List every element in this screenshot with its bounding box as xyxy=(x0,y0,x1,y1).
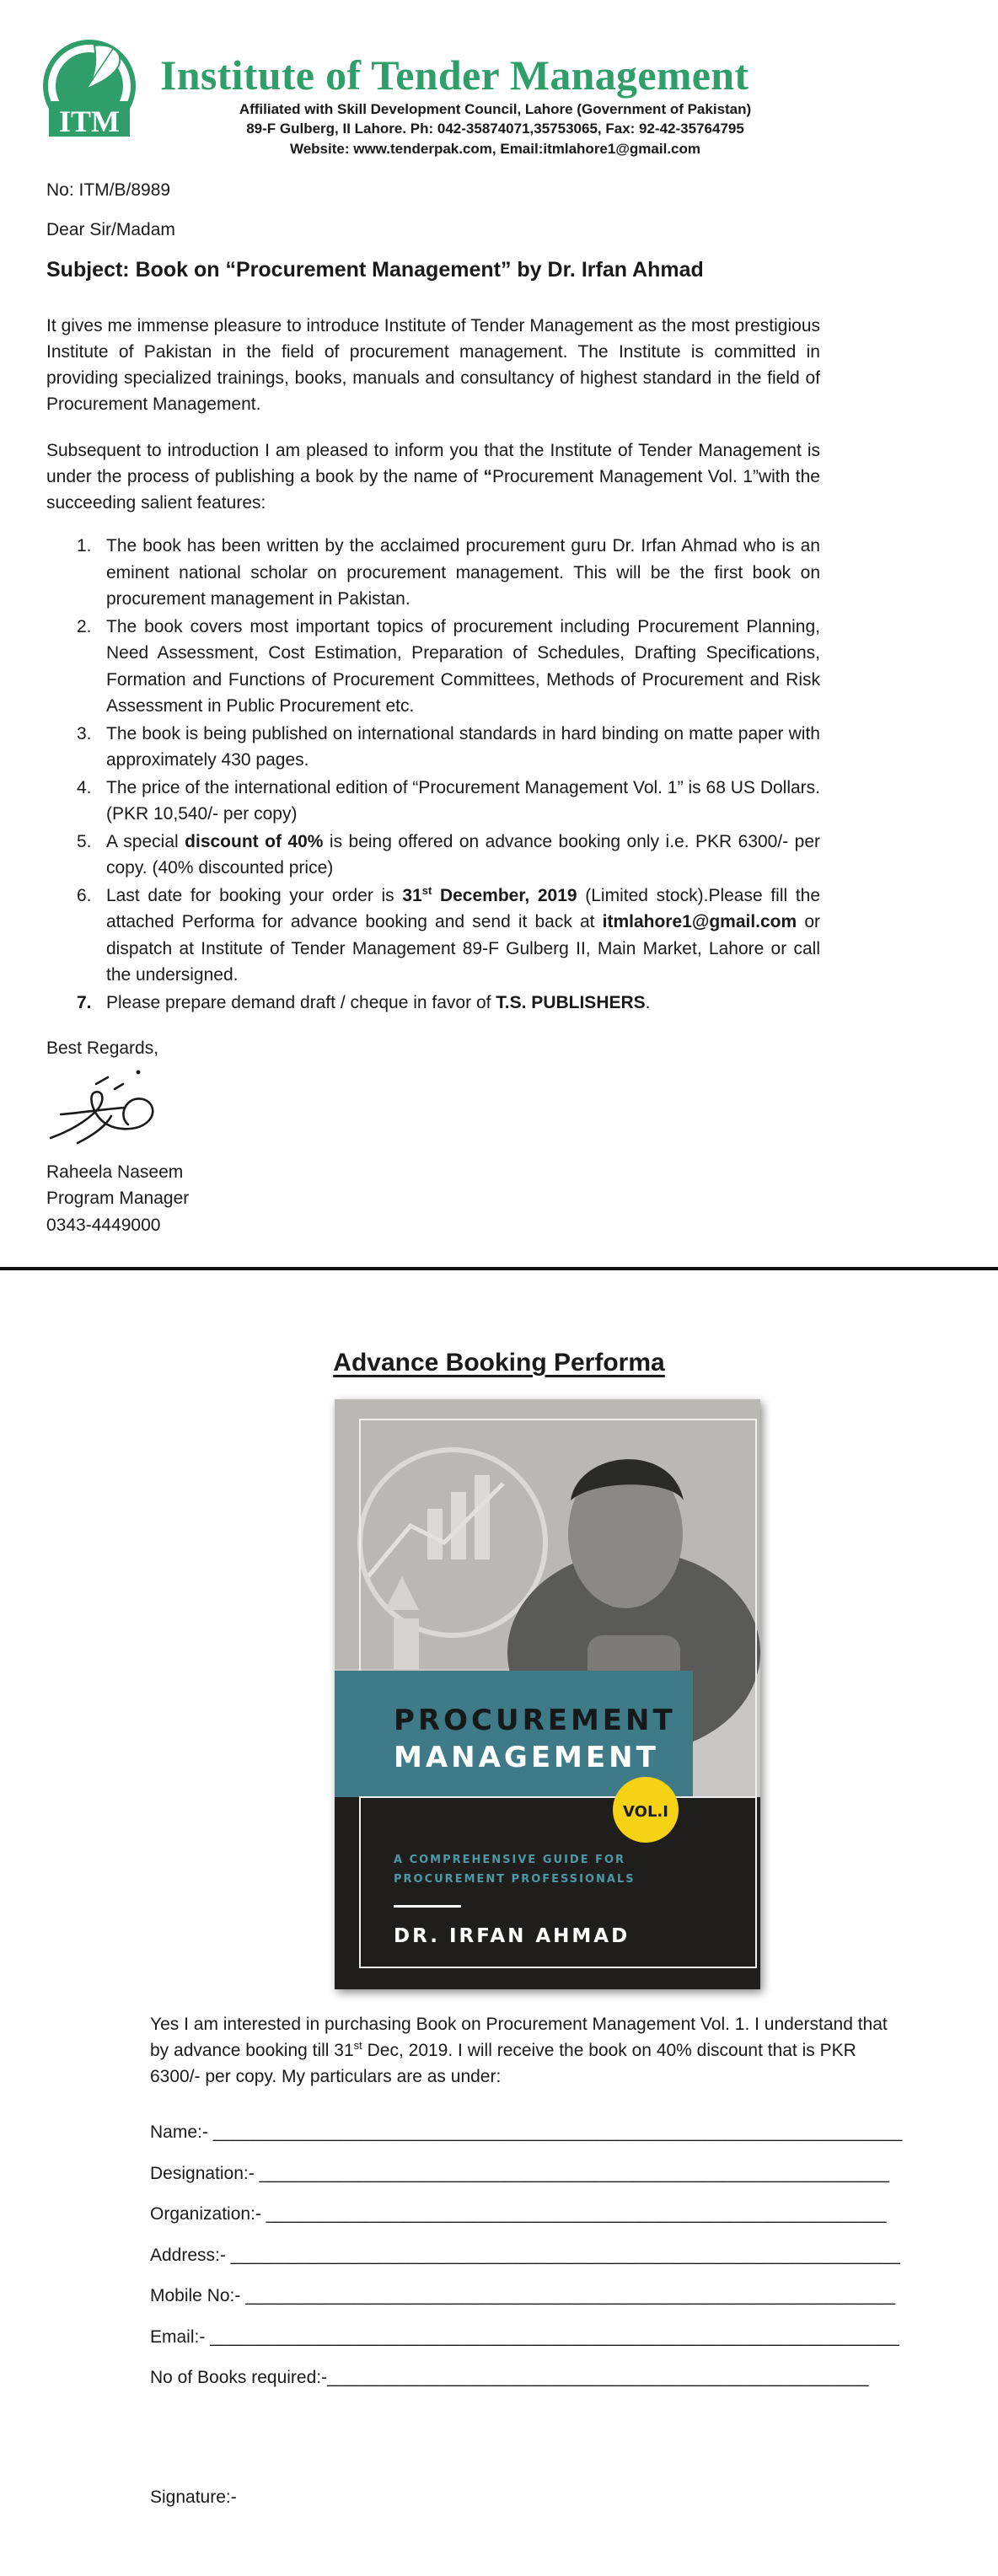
intro-paragraph: It gives me immense pleasure to introduce Institute of Tender Management as the most prestigious Institute of Pakistan in the field of procurement management. The Institute is committed in providing specialized trainings, books, manuals and consultancy of highest standard in the field of Procurement Management. xyxy=(46,316,820,414)
reference-number: No: ITM/B/8989 xyxy=(46,180,171,200)
designation-field[interactable]: Designation:- ________________________________________________________________ xyxy=(150,2164,890,2183)
svg-text:A COMPREHENSIVE GUIDE FOR: A COMPREHENSIVE GUIDE FOR xyxy=(394,1854,626,1866)
org-name: Institute of Tender Management xyxy=(160,51,749,99)
svg-text:PROCUREMENT PROFESSIONALS: PROCUREMENT PROFESSIONALS xyxy=(394,1873,636,1886)
performa-title: Advance Booking Performa xyxy=(333,1349,665,1377)
organization-field[interactable]: Organization:- _______________________________________________________________ xyxy=(150,2204,887,2224)
page-divider xyxy=(0,1267,998,1270)
email-field[interactable]: Email:- ______________________________________________________________________ xyxy=(150,2327,899,2347)
list-item: 6. Last date for booking your order is 31st December, 2019 (Limited stock).Please fill the attached Performa for advance booking and send it back at itmlahore1@gmail.com or dispatch at Institute of Tender Management 89-F Gulberg II, Main Market, Lahore or call the undersigned. xyxy=(77,883,821,985)
email-link[interactable]: itmlahore1@gmail.com xyxy=(602,912,797,931)
name-field[interactable]: Name:- ______________________________________________________________________ xyxy=(150,2123,903,2142)
address-line: 89-F Gulberg, II Lahore. Ph: 042-35874071,35753065, Fax: 92-42-35764795 xyxy=(246,121,744,137)
contact-line: Website: www.tenderpak.com, Email:itmlahore1@gmail.com xyxy=(289,141,701,157)
list-item: 4. The price of the international edition of “Procurement Management Vol. 1” is 68 US Dollars. (PKR 10,540/- per copy) xyxy=(77,777,820,824)
svg-text:PROCUREMENT: PROCUREMENT xyxy=(394,1704,676,1737)
address-field[interactable]: Address:- ____________________________________________________________________ xyxy=(150,2246,900,2265)
mobile-field[interactable]: Mobile No:- __________________________________________________________________ xyxy=(150,2286,896,2305)
signer-name: Raheela Naseem xyxy=(46,1162,184,1182)
book-cover-image xyxy=(335,1399,760,1989)
book-announcement-paragraph: Subsequent to introduction I am pleased to inform you that the Institute of Tender Management is under the process of publishing a book by the name of “Procurement Management Vol. 1”with the succeeding salient features: xyxy=(46,441,820,513)
signer-phone: 0343-4449000 xyxy=(46,1216,161,1235)
affiliation-line: Affiliated with Skill Development Council, Lahore (Government of Pakistan) xyxy=(239,101,752,117)
list-item: 5. A special discount of 40% is being offered on advance booking only i.e. PKR 6300/- per copy. (40% discounted price) xyxy=(77,831,821,877)
list-item: 7. Please prepare demand draft / cheque in favor of T.S. PUBLISHERS. xyxy=(77,992,651,1012)
closing: Best Regards, xyxy=(46,1038,159,1058)
svg-text:VOL.I: VOL.I xyxy=(623,1803,668,1821)
list-item: 3. The book is being published on international standards in hard binding on matte paper with approximately 430 pages. xyxy=(77,723,820,770)
letter-subject: Subject: Book on “Procurement Management” by Dr. Irfan Ahmad xyxy=(46,258,704,282)
signer-title: Program Manager xyxy=(46,1189,190,1208)
signature-field[interactable]: Signature:- xyxy=(150,2487,237,2507)
performa-intro: Yes I am interested in purchasing Book on Procurement Management Vol. 1. I understand that by advance booking till 31st Dec, 2019. I will receive the book on 40% discount that is PKR 6300/- per copy. My particulars are as under: xyxy=(150,2015,888,2086)
books-required-field[interactable]: No of Books required:-_______________________________________________________ xyxy=(150,2368,869,2387)
salient-features-list xyxy=(46,533,820,1017)
salutation: Dear Sir/Madam xyxy=(46,220,175,239)
list-item: 1. The book has been written by the acclaimed procurement guru Dr. Irfan Ahmad who is an eminent national scholar on procurement management. This will be the first book on procurement management in Pakistan. xyxy=(77,536,820,609)
svg-text:MANAGEMENT: MANAGEMENT xyxy=(394,1741,659,1774)
svg-text:DR. IRFAN AHMAD: DR. IRFAN AHMAD xyxy=(394,1925,630,1947)
svg-text:ITM: ITM xyxy=(59,105,120,138)
itm-logo xyxy=(42,37,137,140)
handwritten-signature xyxy=(44,1064,170,1153)
list-item: 2. The book covers most important topics of procurement including Procurement Planning, Need Assessment, Cost Estimation, Preparation of Schedules, Drafting Specifications, Formation and Functions of Procurement Committees, Methods of Procurement and Risk Assessment in Public Procurement etc. xyxy=(77,616,820,716)
